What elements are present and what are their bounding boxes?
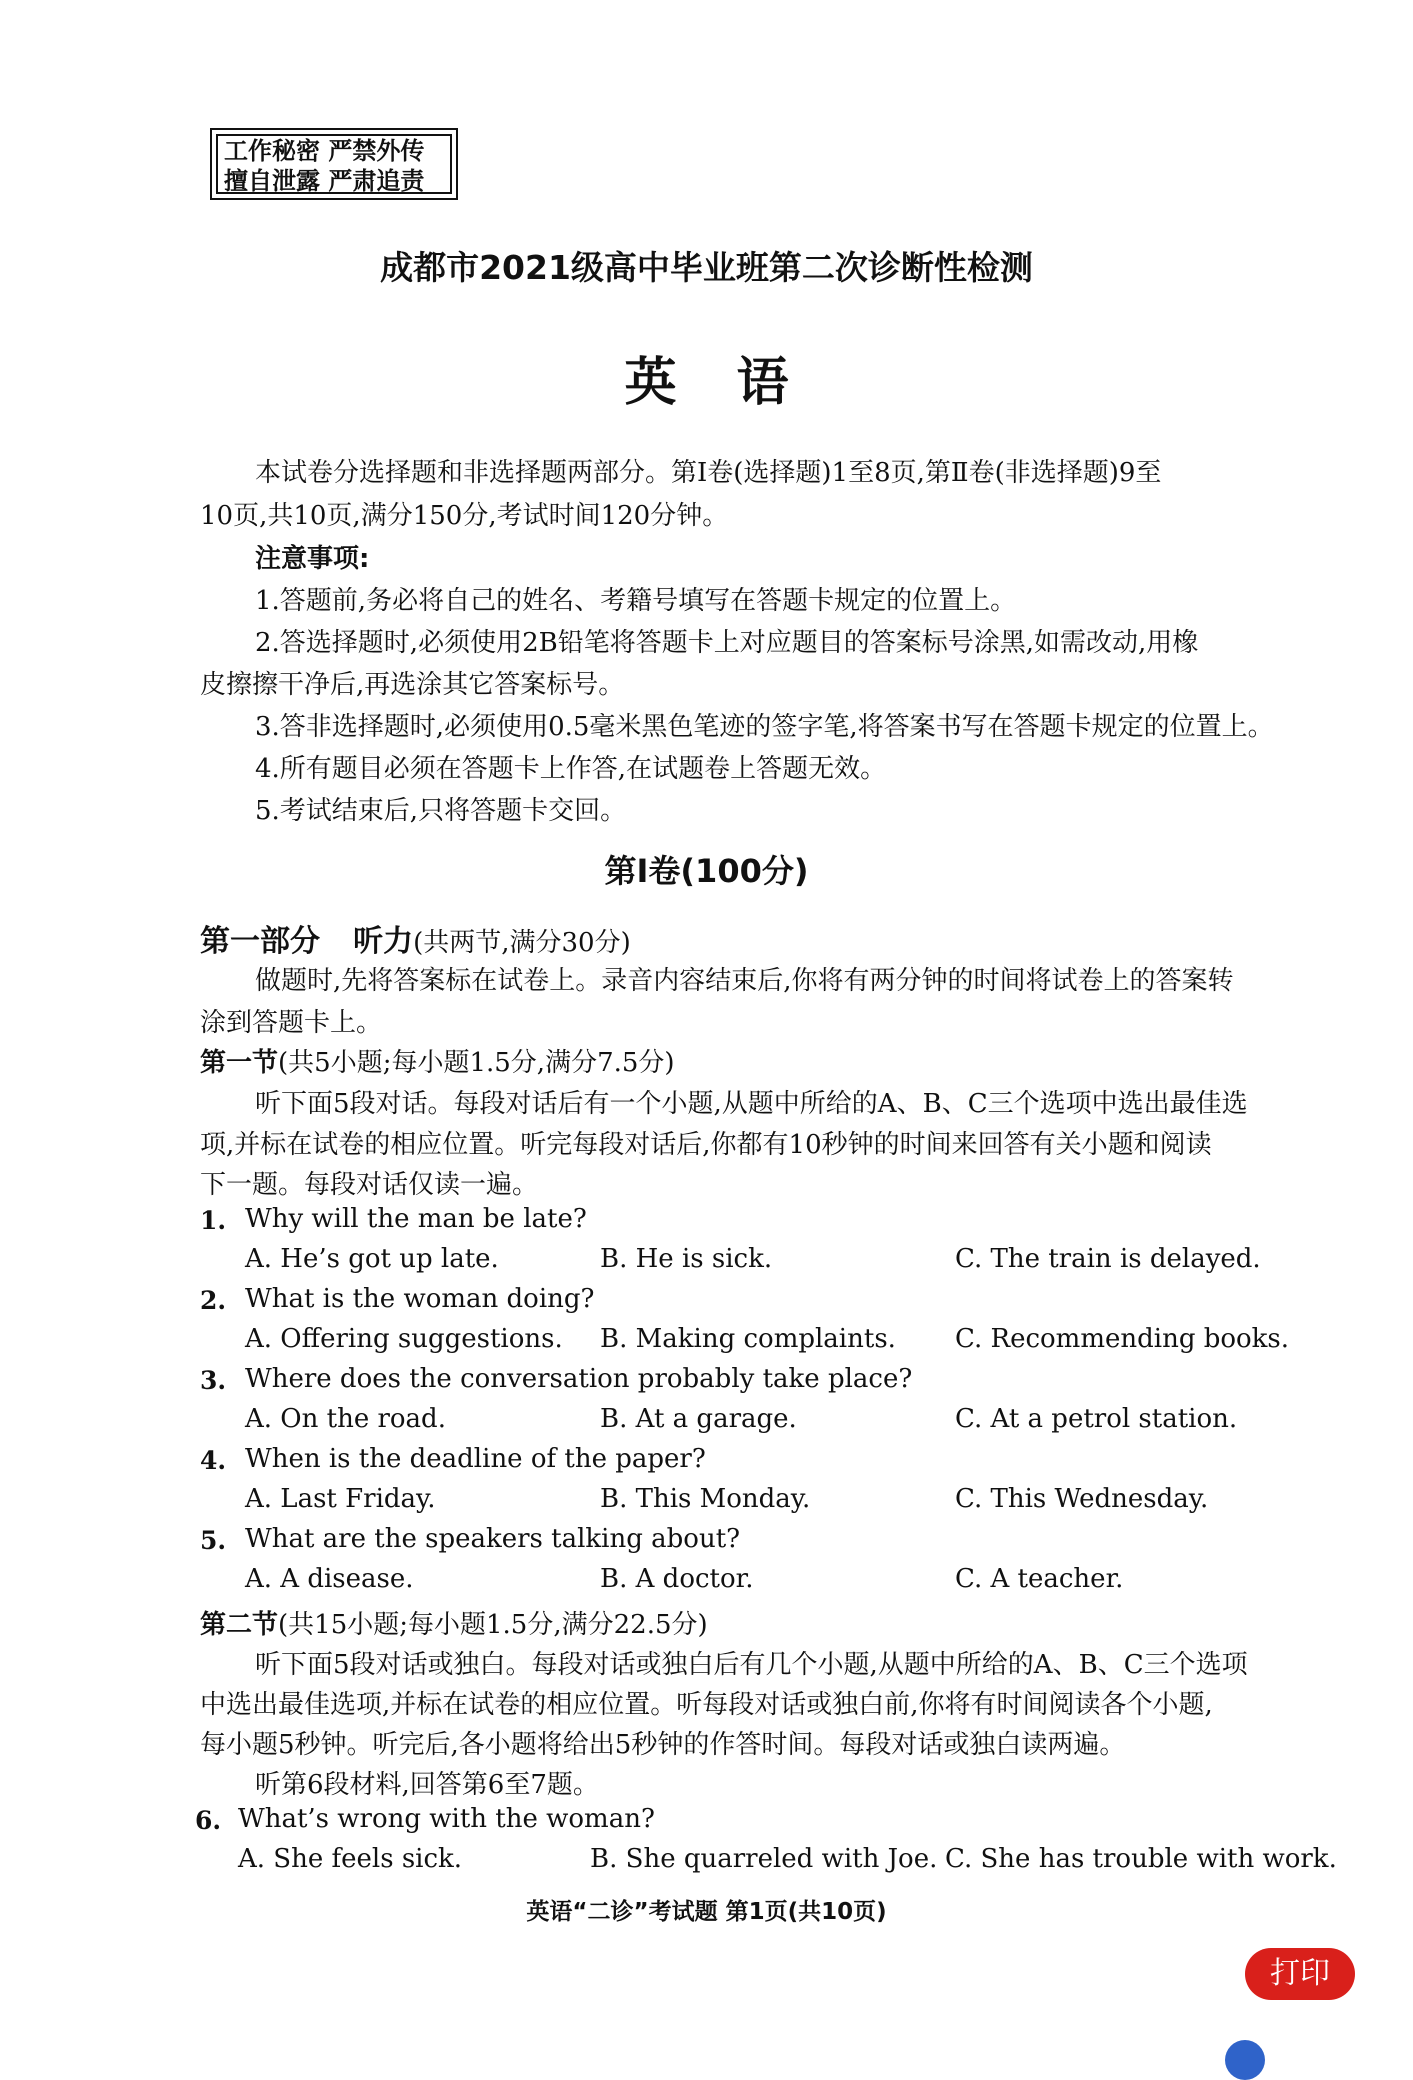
question-6-option-c: C. She has trouble with work. xyxy=(945,1844,1337,1874)
part-1-score: (共两节,满分30分) xyxy=(413,928,631,958)
part-1-label: 第一部分 xyxy=(200,924,320,959)
question-2-number: 2. xyxy=(200,1286,227,1315)
notice-3: 3.答非选择题时,必须使用0.5毫米黑色笔迹的签字笔,将答案书写在答题卡规定的位置上。 xyxy=(255,712,1274,742)
section-1-score: (共5小题;每小题1.5分,满分7.5分) xyxy=(278,1048,675,1078)
section-2-desc-line-1: 听下面5段对话或独白。每段对话或独白后有几个小题,从题中所给的A、B、C三个选项 xyxy=(255,1650,1248,1680)
part-1-desc-line-1: 做题时,先将答案标在试卷上。录音内容结束后,你将有两分钟的时间将试卷上的答案转 xyxy=(255,966,1234,996)
section-1-desc-line-1: 听下面5段对话。每段对话后有一个小题,从题中所给的A、B、C三个选项中选出最佳选 xyxy=(255,1089,1248,1119)
question-2-text: What is the woman doing? xyxy=(245,1284,595,1314)
question-2-option-a: A. Offering suggestions. xyxy=(245,1324,563,1354)
section-1-heading xyxy=(200,1042,675,1079)
question-4-option-b: B. This Monday. xyxy=(600,1484,811,1514)
question-2-option-b: B. Making complaints. xyxy=(600,1324,896,1354)
stamp-line-2: 擅自泄露 严肃追责 xyxy=(224,167,425,195)
question-4-option-a: A. Last Friday. xyxy=(245,1484,436,1514)
notice-2-line-2: 皮擦擦干净后,再选涂其它答案标号。 xyxy=(200,670,625,700)
question-5-number: 5. xyxy=(200,1526,227,1555)
question-6-option-a: A. She feels sick. xyxy=(238,1844,463,1874)
section-1-desc-line-3: 下一题。每段对话仅读一遍。 xyxy=(200,1170,539,1200)
question-3-text: Where does the conversation probably take place? xyxy=(245,1364,913,1394)
section-2-desc-line-3: 每小题5秒钟。听完后,各小题将给出5秒钟的作答时间。每段对话或独白读两遍。 xyxy=(200,1730,1126,1760)
question-6-number: 6. xyxy=(195,1806,222,1835)
notice-4: 4.所有题目必须在答题卡上作答,在试题卷上答题无效。 xyxy=(255,754,887,784)
section-2-score: (共15小题;每小题1.5分,满分22.5分) xyxy=(278,1610,708,1640)
question-3-number: 3. xyxy=(200,1366,227,1395)
floating-action-icon[interactable] xyxy=(1225,2040,1265,2080)
notice-1: 1.答题前,务必将自己的姓名、考籍号填写在答题卡规定的位置上。 xyxy=(255,586,1017,616)
part-1-name: 听力 xyxy=(353,924,414,959)
question-4-text: When is the deadline of the paper? xyxy=(245,1444,706,1474)
print-button[interactable]: 打印 xyxy=(1245,1948,1355,2000)
question-1-number: 1. xyxy=(200,1206,227,1235)
question-3-option-a: A. On the road. xyxy=(245,1404,446,1434)
section-1-desc-line-2: 项,并标在试卷的相应位置。听完每段对话后,你都有10秒钟的时间来回答有关小题和阅读 xyxy=(200,1130,1212,1160)
part-1-desc-line-2: 涂到答题卡上。 xyxy=(200,1008,383,1038)
part-1-heading xyxy=(200,916,631,960)
question-1-option-a: A. He’s got up late. xyxy=(245,1244,499,1274)
question-1-option-b: B. He is sick. xyxy=(600,1244,773,1274)
question-4-option-c: C. This Wednesday. xyxy=(955,1484,1209,1514)
question-5-option-b: B. A doctor. xyxy=(600,1564,754,1594)
question-2-option-c: C. Recommending books. xyxy=(955,1324,1290,1354)
question-1-option-c: C. The train is delayed. xyxy=(955,1244,1261,1274)
confidential-stamp xyxy=(210,128,458,200)
volume-1-title: 第Ⅰ卷(100分) xyxy=(604,852,809,890)
question-5-text: What are the speakers talking about? xyxy=(245,1524,741,1554)
stamp-line-1: 工作秘密 严禁外传 xyxy=(224,137,425,165)
question-6-text: What’s wrong with the woman? xyxy=(238,1804,655,1834)
question-3-option-b: B. At a garage. xyxy=(600,1404,797,1434)
section-2-desc-line-2: 中选出最佳选项,并标在试卷的相应位置。听每段对话或独白前,你将有时间阅读各个小题, xyxy=(200,1690,1213,1720)
intro-line-2: 10页,共10页,满分150分,考试时间120分钟。 xyxy=(200,501,729,531)
question-6-option-b: B. She quarreled with Joe. xyxy=(590,1844,938,1874)
notice-title: 注意事项: xyxy=(255,544,370,574)
question-4-number: 4. xyxy=(200,1446,227,1475)
exam-title: 成都市2021级高中毕业班第二次诊断性检测 xyxy=(380,248,1033,287)
question-3-option-c: C. At a petrol station. xyxy=(955,1404,1238,1434)
question-5-option-c: C. A teacher. xyxy=(955,1564,1124,1594)
section-2-label: 第二节 xyxy=(200,1610,279,1640)
notice-5: 5.考试结束后,只将答题卡交回。 xyxy=(255,796,627,826)
notice-2-line-1: 2.答选择题时,必须使用2B铅笔将答题卡上对应题目的答案标号涂黑,如需改动,用橡 xyxy=(255,628,1199,658)
material-6-instruction: 听第6段材料,回答第6至7题。 xyxy=(255,1770,599,1800)
subject-title: 英语 xyxy=(624,353,849,413)
intro-line-1: 本试卷分选择题和非选择题两部分。第Ⅰ卷(选择题)1至8页,第Ⅱ卷(非选择题)9至 xyxy=(255,458,1162,488)
section-2-heading xyxy=(200,1604,708,1641)
question-5-option-a: A. A disease. xyxy=(245,1564,414,1594)
section-1-label: 第一节 xyxy=(200,1048,279,1078)
page-footer: 英语“二诊”考试题 第1页(共10页) xyxy=(526,1899,887,1925)
question-1-text: Why will the man be late? xyxy=(245,1204,587,1234)
